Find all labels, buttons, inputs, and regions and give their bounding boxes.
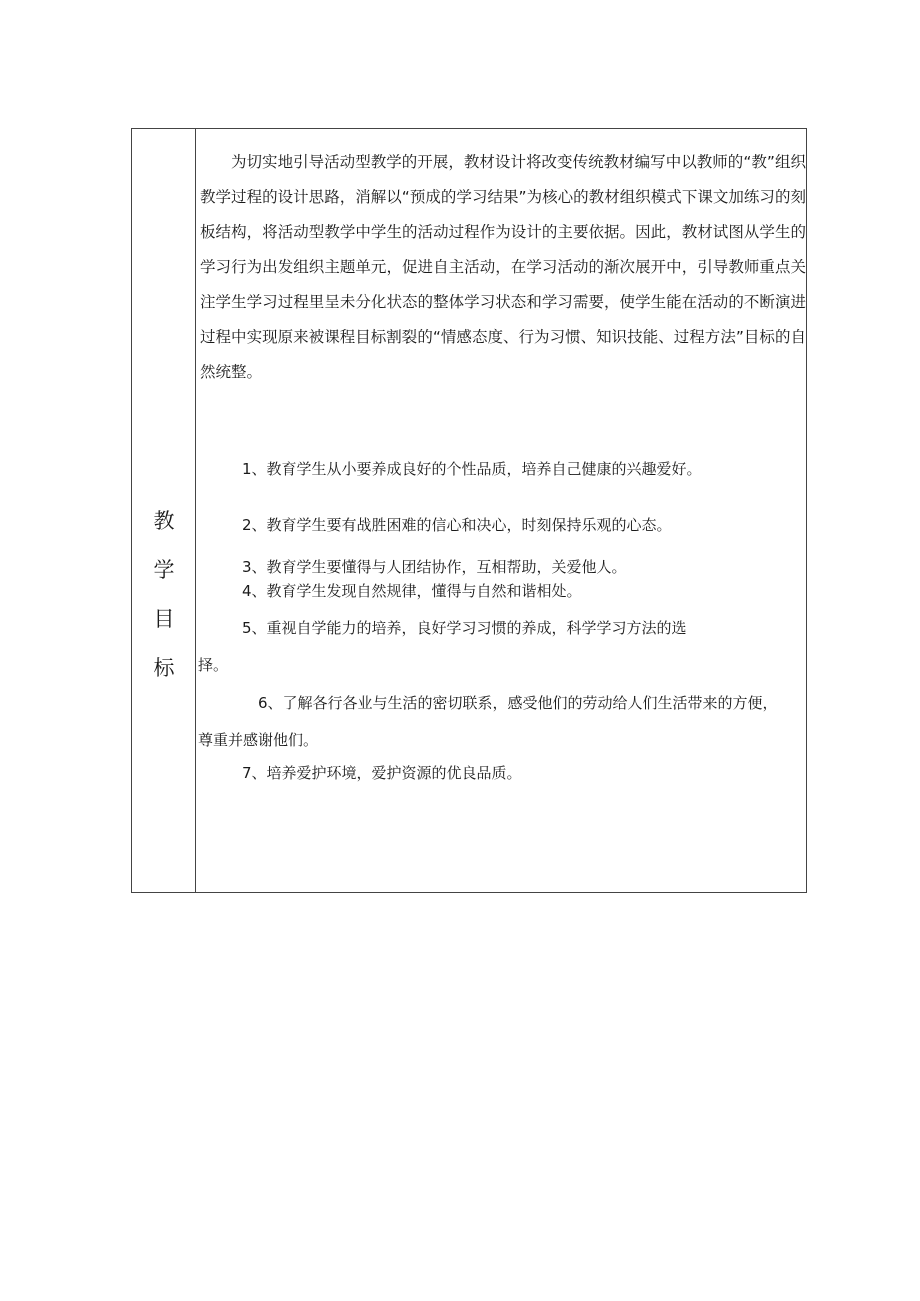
row-label-char: 学	[153, 558, 175, 582]
teaching-goals-table	[131, 128, 807, 893]
goal-item: 1、教育学生从小要养成良好的个性品质，培养自己健康的兴趣爱好。	[242, 460, 702, 478]
row-label-char: 目	[153, 607, 175, 631]
content-cell	[196, 129, 806, 892]
goal-item: 3、教育学生要懂得与人团结协作，互相帮助，关爱他人。	[242, 558, 627, 576]
goal-item: 4、教育学生发现自然规律，懂得与自然和谐相处。	[242, 582, 582, 600]
goal-item: 5、重视自学能力的培养，良好学习习惯的养成，科学学习方法的选	[242, 619, 687, 637]
goal-item-continuation: 择。	[198, 656, 229, 674]
row-label-char: 标	[153, 656, 175, 680]
goal-item: 2、教育学生要有战胜困难的信心和决心，时刻保持乐观的心态。	[242, 516, 672, 534]
goal-item: 7、培养爱护环境，爱护资源的优良品质。	[242, 764, 522, 782]
row-label	[132, 497, 196, 693]
row-label-cell	[132, 129, 196, 892]
goal-item-continuation: 尊重并感谢他们。	[198, 731, 319, 749]
goal-item: 6、了解各行各业与生活的密切联系，感受他们的劳动给人们生活带来的方便，	[258, 694, 778, 712]
row-label-char: 教	[153, 509, 175, 533]
intro-paragraph: 为切实地引导活动型教学的开展，教材设计将改变传统教材编写中以教师的“教”组织教学过程的设计思路，消解以“预成的学习结果”为核心的教材组织模式下课文加练习的刻板结构，将活动型教学中学生的活动过程作为设计的主要依据。因此，教材试图从学生的学习行为出发组织主题单元，促进自主活动，在学习活动的渐次展开中，引导教师重点关注学生学习过程里呈未分化状态的整体学习状态和学习需要，使学生能在活动的不断演进过程中实现原来被课程目标割裂的“情感态度、行为习惯、知识技能、过程方法”目标的自然统整。	[200, 153, 806, 381]
